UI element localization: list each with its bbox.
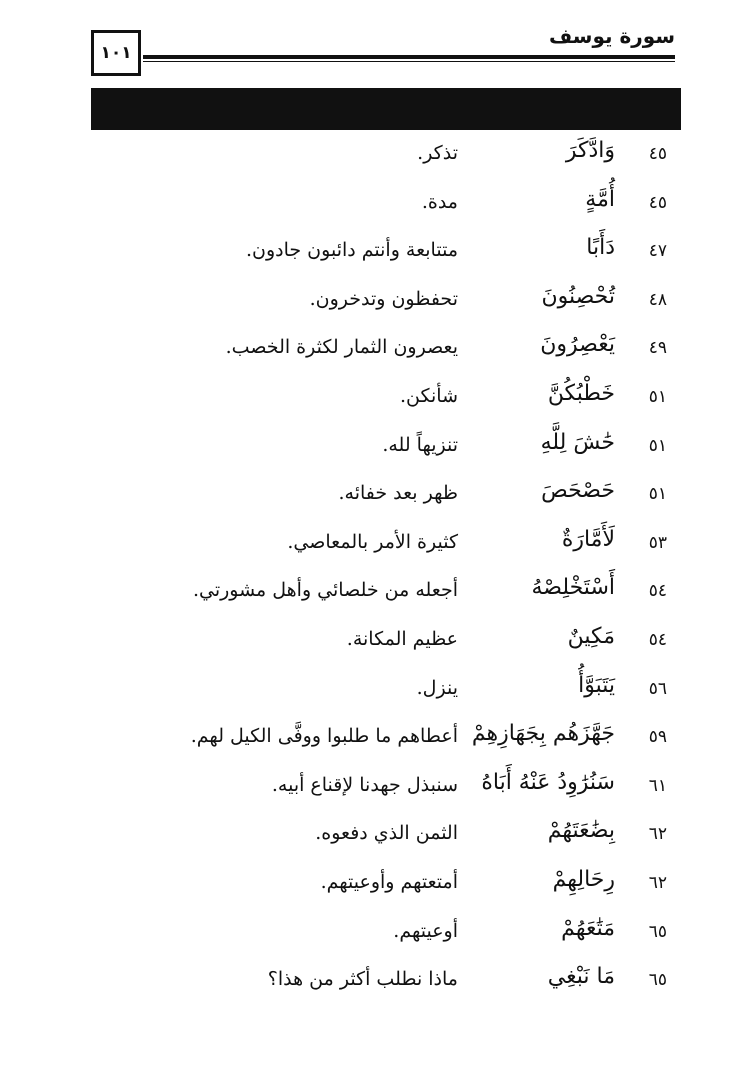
list-item [0,958,755,1007]
verse-number: ٥٤ [648,581,667,602]
verse-number: ٥١ [648,484,667,505]
verse-number: ٦٥ [648,970,667,991]
verse-number: ٦٢ [648,872,667,893]
section-banner [91,88,681,130]
quran-word: رِحَالِهِمْ [552,866,615,892]
word-meaning: أمتعتهم وأوعيتهم. [320,870,458,893]
verse-number: ٥٣ [648,532,667,553]
verse-number: ٥٦ [648,678,667,699]
verse-number: ٥١ [648,386,667,407]
verse-number: ٤٥ [648,192,667,213]
list-item [0,181,755,230]
quran-word: أَسْتَخْلِصْهُ [531,575,615,601]
verse-number: ٥٩ [648,727,667,748]
list-item [0,375,755,424]
list-item [0,229,755,278]
list-item [0,618,755,667]
list-item [0,861,755,910]
word-meaning: أجعله من خلصائي وأهل مشورتي. [192,579,458,602]
quran-word: سَنُرَٰوِدُ عَنْهُ أَبَاهُ [481,769,615,795]
list-item [0,667,755,716]
verse-number: ٤٥ [648,144,667,164]
list-item [0,472,755,521]
quran-word: وَادَّكَرَ [565,138,615,163]
list-item [0,569,755,618]
word-meaning: سنبذل جهدنا لإقناع أبيه. [271,773,458,796]
word-meaning: يعصرون الثمار لكثرة الخصب. [225,336,458,359]
word-meaning: كثيرة الأمر بالمعاصي. [287,530,458,553]
verse-number: ٤٩ [648,338,667,359]
word-meaning: أعطاهم ما طلبوا ووفَّى الكيل لهم. [190,725,458,748]
word-meaning: ماذا نطلب أكثر من هذا؟ [267,968,458,991]
word-meaning: تحفظون وتدخرون. [309,287,458,310]
verse-number: ٦١ [648,775,667,796]
page-header [0,0,755,80]
surah-title: سورة يوسف [548,24,675,48]
list-item [0,132,755,181]
header-rule-thin [143,61,675,62]
quran-word: يَعْصِرُونَ [540,332,615,358]
list-item [0,764,755,813]
quran-word: أُمَّةٍ [585,186,615,212]
quran-word: بِضَٰعَتَهُمْ [547,818,615,844]
list-item [0,812,755,861]
quran-word: يَتَبَوَّأُ [578,672,615,698]
word-meaning: شأنكن. [400,384,458,407]
quran-word: خَطْبُكُنَّ [547,380,615,406]
word-meaning: مدة. [421,190,458,213]
word-meaning: متتابعة وأنتم دائبون جادون. [245,239,458,262]
list-item [0,715,755,764]
quran-word: مَا نَبْغِي [547,964,615,990]
verse-number: ٤٧ [648,241,667,262]
verse-number: ٦٢ [648,824,667,845]
quran-word: جَهَّزَهُم بِجَهَازِهِمْ [471,721,615,747]
word-meaning: ينزل. [416,676,458,699]
list-item [0,910,755,959]
verse-number: ٥٤ [648,629,667,650]
word-meaning: ظهر بعد خفائه. [338,482,458,505]
word-meaning: تنزيهاً لله. [382,433,458,456]
verse-number: ٦٥ [648,921,667,942]
verse-number: ٤٨ [648,289,667,310]
verse-number: ٥١ [648,435,667,456]
list-item [0,278,755,327]
page-number: ١٠١ [91,30,141,76]
word-meaning: عظيم المكانة. [346,627,458,650]
quran-word: دَأَبًا [586,235,615,261]
quran-word: تُحْصِنُونَ [541,283,615,309]
quran-word: لَأَمَّارَةٌ [561,526,615,552]
quran-word: مَتَٰعَهُمْ [561,915,615,941]
word-meaning: أوعيتهم. [393,919,458,942]
list-item [0,424,755,473]
header-rule [143,55,675,59]
quran-word: حَٰشَ لِلَّهِ [540,429,615,455]
list-item [0,326,755,375]
word-meaning: الثمن الذي دفعوه. [315,822,458,845]
vocabulary-list [0,132,755,1007]
list-item [0,521,755,570]
quran-word: مَكِينٌ [567,623,615,649]
quran-word: حَصْحَصَ [541,478,615,504]
word-meaning: تذكر. [417,142,458,164]
